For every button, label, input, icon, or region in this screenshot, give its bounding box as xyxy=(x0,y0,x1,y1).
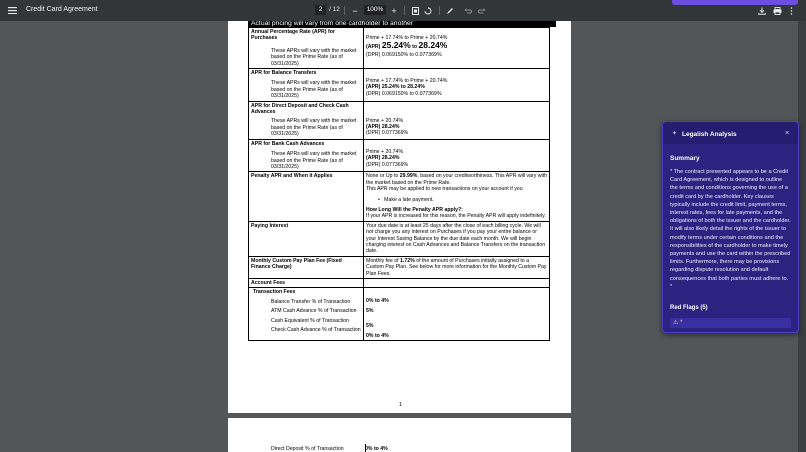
rate-range: Prime + 20.74% xyxy=(366,148,404,155)
download-icon[interactable] xyxy=(757,0,767,21)
dpr-values: (DPR) 0.077369% xyxy=(366,161,409,168)
page-total: / 12 xyxy=(329,6,340,13)
pay-plan-text: Monthly fee of 1.72% of the amount of Purchases initially assigned to a Custom Pay Plan. See below for more information for the Monthly Custom Pay Plan Fees. xyxy=(364,256,550,278)
penalty-condition: This APR may be applied to new transactions on your account if you xyxy=(366,186,523,193)
fee-label: Cash Equivalent % of Transaction xyxy=(271,317,349,324)
fee-value: 0% to 4% xyxy=(365,446,388,452)
zoom-in-button[interactable]: + xyxy=(391,5,397,16)
table-header-band: Actual pricing will vary from one cardholder to another xyxy=(248,21,556,27)
table-row xyxy=(249,288,550,341)
table-row xyxy=(249,101,550,139)
list-item: • Make a late payment. xyxy=(378,196,434,203)
interest-text: Your due date is at least 25 days after the close of each billing cycle. We will not charge you any interest on Purchases if you pay your entire balance or your Interest Saving Balance by the due date each month. We will begin charging interest on Cash Advances and Balance Transfers on the transaction date. xyxy=(364,221,550,256)
row-label: Annual Percentage Rate (APR) for Purchases xyxy=(251,29,335,42)
pdf-page xyxy=(228,418,571,452)
draw-icon[interactable] xyxy=(445,0,455,21)
red-flag-item[interactable]: ⚠ * xyxy=(670,318,791,328)
warning-icon: ⚠ xyxy=(673,320,679,326)
apr-values: (APR) 28.24% xyxy=(366,155,400,162)
apr-values: (APR) 25.24% to 28.24% xyxy=(366,84,425,91)
scrollbar[interactable] xyxy=(798,21,806,452)
menu-icon[interactable] xyxy=(6,0,18,21)
row-note: These APRs will vary with the market based on the Prime Rate (as of 03/31/2025) xyxy=(271,80,357,100)
rate-range: Prime + 17.74% to Prime + 20.74% xyxy=(366,35,448,41)
row-label: APR for Bank Cash Advances xyxy=(251,140,325,147)
fee-label: Balance Transfer % of Transaction xyxy=(271,298,351,305)
row-label: Monthly Custom Pay Plan Fee (Fixed Finance Charge) xyxy=(251,257,342,271)
summary-text: * The contract presented appears to be a Credit Card Agreement, which is designed to outline the terms and conditions governing the use of a credit card by the cardholder. Key clauses typically include the credit limit, payment terms, interest rates, fees for late payments, and the obligations of both the issuer and the cardholder. It will also likely detail the rights of the issuer to modify terms under certain conditions and the responsibilities of the cardholder to make timely payments and use the card within the prescribed limits. Furthermore, there may be provisions regarding dispute resolution and default consequences that both parties must adhere to. * xyxy=(670,169,791,290)
row-label: Penalty APR and When it Applies xyxy=(251,173,333,180)
table-row xyxy=(249,139,550,172)
fee-value: 5% xyxy=(366,307,374,314)
row-note: These APRs will vary with the market based on the Prime Rate (as of 03/31/2025) xyxy=(271,47,357,67)
fee-label: Check Cash Advance % of Transaction xyxy=(271,327,361,334)
dpr-values: (DPR) 0.069150% to 0.077369% xyxy=(366,90,442,97)
row-label: Paying Interest xyxy=(251,222,289,229)
section-label: Transaction Fees xyxy=(253,289,296,296)
table-row xyxy=(249,221,550,256)
penalty-question: How Long Will the Penalty APR apply?: xyxy=(366,206,463,213)
table-row xyxy=(249,279,550,288)
rotate-icon[interactable] xyxy=(423,0,433,21)
row-label: APR for Direct Deposit and Check Cash Advances xyxy=(251,102,349,116)
summary-title: Summary xyxy=(670,155,700,162)
dpr-values: (DPR) 0.077369% xyxy=(366,130,409,137)
pdf-toolbar xyxy=(0,0,806,21)
table-row xyxy=(249,28,550,69)
page-content xyxy=(248,21,550,341)
pdf-page xyxy=(228,21,571,413)
dpr-values: (DPR) 0.069150% to 0.077369% xyxy=(366,52,442,59)
row-note: These APRs will vary with the market based on the Prime Rate (as of 03/31/2025) xyxy=(271,151,357,170)
fee-value: 0% to 4% xyxy=(366,332,389,339)
undo-icon[interactable] xyxy=(463,0,473,21)
divider xyxy=(344,6,345,15)
table-row xyxy=(249,172,550,221)
table-row xyxy=(249,256,550,278)
close-icon[interactable]: × xyxy=(785,130,790,137)
row-label: APR for Balance Transfers xyxy=(251,70,317,77)
row-note: These APRs will vary with the market based on the Prime Rate (as of 03/31/2025) xyxy=(271,118,357,138)
penalty-answer: If your APR is increased for this reason, the Penalty APR will apply indefinitely. xyxy=(366,213,546,220)
fit-page-icon[interactable] xyxy=(410,0,420,21)
panel-title: Legalish Analysis xyxy=(682,131,737,138)
redo-icon[interactable] xyxy=(477,0,487,21)
apr-values: (APR) 28.24% xyxy=(366,124,400,131)
more-vert-icon[interactable] xyxy=(787,0,795,21)
divider xyxy=(439,6,440,15)
page-number: 1 xyxy=(399,402,403,408)
analysis-panel xyxy=(662,121,799,333)
sparkle-icon: ✦ xyxy=(672,131,678,137)
fee-value: 5% xyxy=(366,323,374,330)
table-row xyxy=(249,69,550,102)
red-flags-title: Red Flags (5) xyxy=(670,305,708,311)
zoom-input[interactable]: 100% xyxy=(364,5,386,15)
section-label: Account Fees xyxy=(251,280,286,286)
apr-values: (APR) 25.24% to 28.24% xyxy=(366,40,448,51)
page-number-input[interactable]: 2 xyxy=(315,5,326,15)
print-icon[interactable] xyxy=(772,0,782,21)
divider xyxy=(404,6,405,15)
rate-range: Prime + 17.74% to Prime + 20.74% xyxy=(366,78,448,85)
penalty-text: None or Up to 29.99%, based on your creditworthiness. This APR will vary with the market based on the Prime Rate. xyxy=(366,173,548,186)
zoom-out-button[interactable]: − xyxy=(352,5,358,16)
rates-table xyxy=(248,27,550,341)
fee-label: ATM Cash Advance % of Transaction xyxy=(271,308,357,315)
rate-range: Prime + 20.74% xyxy=(366,117,404,124)
document-title: Credit Card Agreement xyxy=(26,6,98,13)
fee-value: 0% to 4% xyxy=(366,298,389,305)
fee-label: Direct Deposit % of Transaction xyxy=(271,446,344,452)
